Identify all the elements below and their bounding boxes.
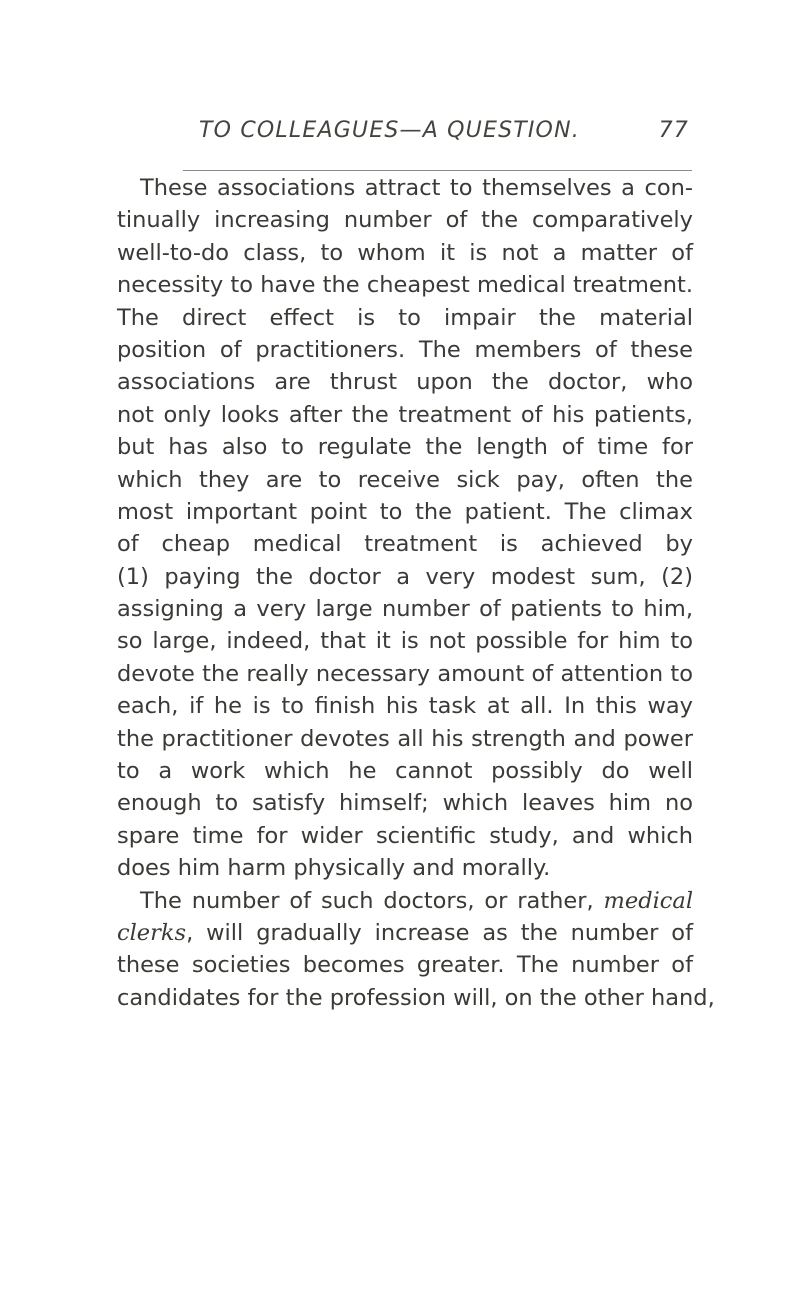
text-line: associations are thrust upon the doctor, who	[117, 369, 693, 396]
text-line: assigning a very large number of patients to him,	[117, 596, 693, 623]
text-line: These associations attract to themselves a con-	[140, 175, 693, 201]
text-line: tinually increasing number of the comparatively	[117, 207, 693, 234]
text-line: which they are to receive sick pay, often the	[117, 466, 693, 493]
text-line: position of practitioners. The members of these	[117, 336, 693, 363]
text-line: candidates for the profession will, on the other hand,	[117, 984, 715, 1011]
text-segment: The number of such doctors, or rather,	[140, 887, 594, 914]
text-line	[117, 885, 693, 917]
text-line: most important point to the patient. The climax	[117, 498, 693, 525]
text-line: to a work which he cannot possibly do well	[117, 758, 693, 785]
text-segment: , will gradually increase as the number of	[186, 919, 693, 946]
text-line: of cheap medical treatment is achieved by	[117, 531, 693, 558]
text-line: devote the really necessary amount of attention to	[117, 660, 693, 687]
text-line	[117, 917, 693, 949]
text-line: the practitioner devotes all his strength and power	[117, 725, 693, 752]
italic-term: clerks	[117, 919, 187, 946]
text-line: does him harm physically and morally.	[117, 855, 551, 882]
text-line: each, if he is to finish his task at all. In this way	[117, 693, 693, 720]
text-line: these societies becomes greater. The number of	[117, 952, 693, 979]
text-line: necessity to have the cheapest medical treatment.	[117, 272, 693, 299]
page-number: 77	[658, 118, 689, 143]
italic-term: medical	[603, 887, 694, 914]
text-line: but has also to regulate the length of time for	[117, 434, 693, 461]
header-rule	[183, 170, 692, 171]
text-line: not only looks after the treatment of his patients,	[117, 401, 693, 428]
text-line: so large, indeed, that it is not possible for him to	[117, 628, 693, 655]
running-head	[199, 118, 689, 152]
text-line: The direct effect is to impair the material	[117, 304, 693, 331]
text-line: spare time for wider scientific study, and which	[117, 822, 693, 849]
running-head-title: TO COLLEAGUES—A QUESTION.	[199, 118, 580, 143]
text-line: (1) paying the doctor a very modest sum, (2)	[117, 563, 693, 590]
body-text	[117, 172, 715, 1014]
text-line: enough to satisfy himself; which leaves him no	[117, 790, 693, 817]
text-line: well-to-do class, to whom it is not a matter of	[117, 239, 693, 266]
